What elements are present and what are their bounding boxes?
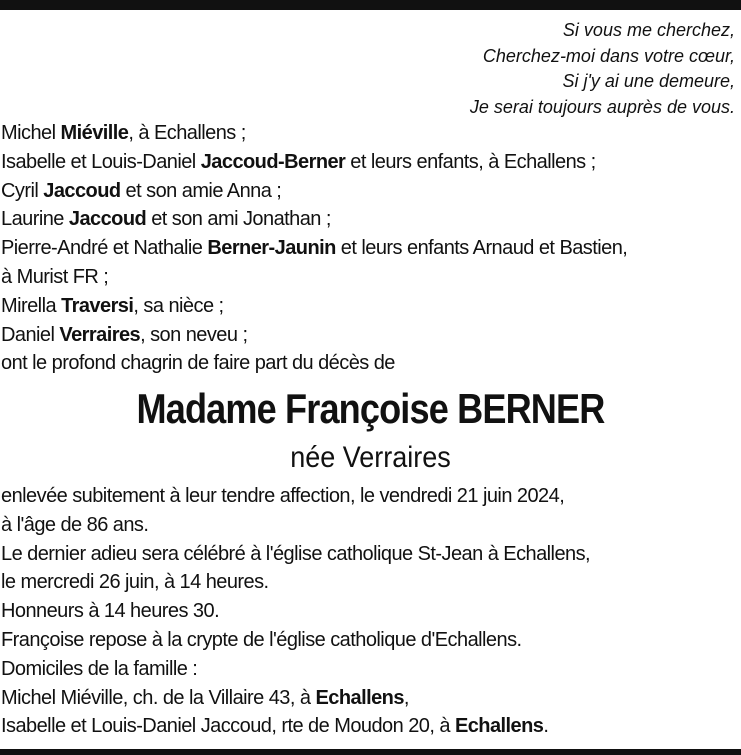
detail-line: Isabelle et Louis-Daniel Jaccoud, rte de Moudon 20, à Echallens. [1,715,549,738]
poem-line: Si vous me cherchez, [562,20,735,40]
detail-line: Domiciles de la famille : [1,657,198,680]
detail-line: Françoise repose à la crypte de l'église catholique d'Echallens. [1,628,522,651]
family-announcement [1,119,736,378]
poem-line: Je serai toujours auprès de vous. [469,96,735,117]
family-line: à Murist FR ; [1,265,109,288]
family-line: Cyril Jaccoud et son amie Anna ; [1,179,282,202]
birth-name: née Verraires [290,441,451,474]
detail-line: Le dernier adieu sera célébré à l'église catholique St-Jean à Echallens, [1,542,591,565]
detail-line: le mercredi 26 juin, à 14 heures. [1,571,269,594]
top-border [0,0,741,10]
bottom-border [0,749,741,755]
poem-line: Cherchez-moi dans votre cœur, [482,45,735,66]
detail-line: Honneurs à 14 heures 30. [1,600,220,623]
detail-line: à l'âge de 86 ans. [1,513,149,536]
deceased-name: Madame Françoise BERNER [136,385,605,432]
funeral-details [1,482,736,741]
epitaph-poem [470,18,735,120]
family-line: Pierre-André et Nathalie Berner-Jaunin et leurs enfants Arnaud et Bastien, [1,237,628,260]
detail-line: Michel Miéville, ch. de la Villaire 43, à Echallens, [1,686,409,709]
poem-line: Si j'y ai une demeure, [562,71,735,91]
detail-line: enlevée subitement à leur tendre affection, le vendredi 21 juin 2024, [1,485,565,507]
family-line: Mirella Traversi, sa nièce ; [1,294,224,317]
family-line: ont le profond chagrin de faire part du décès de [1,352,395,375]
family-line: Laurine Jaccoud et son ami Jonathan ; [1,208,331,231]
family-line: Michel Miéville, à Echallens ; [1,122,246,144]
family-line: Daniel Verraires, son neveu ; [1,323,248,346]
family-line: Isabelle et Louis-Daniel Jaccoud-Berner et leurs enfants, à Echallens ; [1,150,596,173]
